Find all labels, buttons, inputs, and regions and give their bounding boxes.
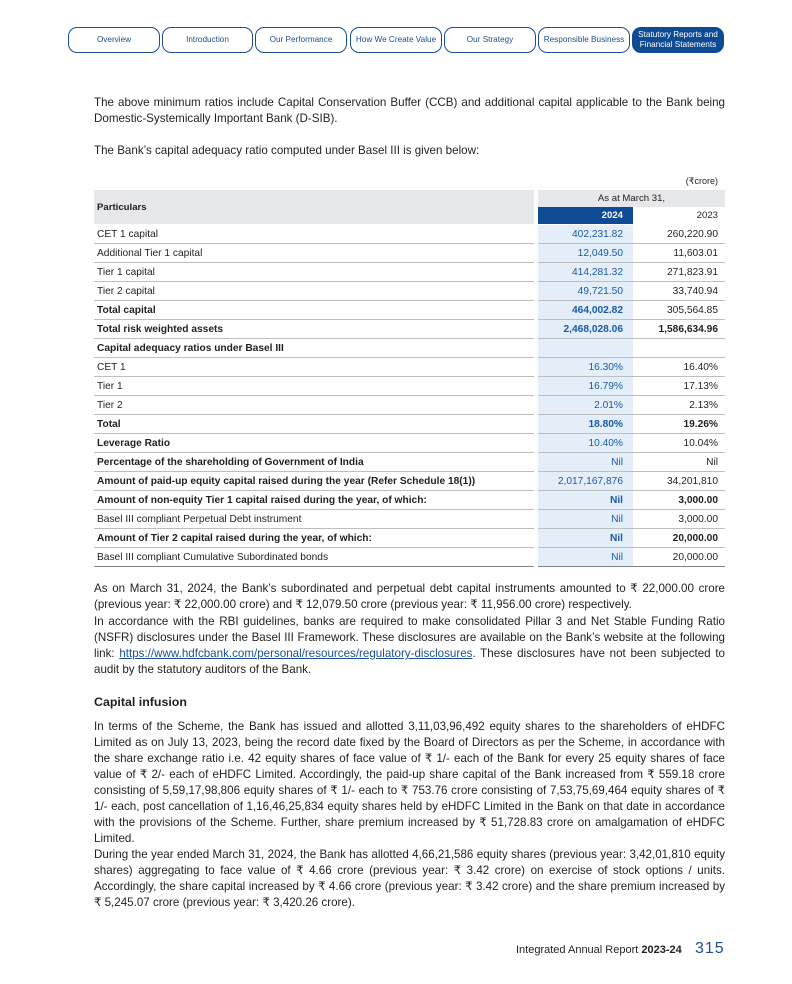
table-row (94, 339, 725, 358)
row-value-2023: 271,823.91 (633, 263, 725, 282)
row-value-2024: Nil (538, 548, 633, 567)
row-value-2024: 414,281.32 (538, 263, 633, 282)
row-label: Amount of paid-up equity capital raised during the year (Refer Schedule 18(1)) (94, 472, 534, 491)
table-unit-note: (₹crore) (685, 176, 718, 186)
header-as-at: As at March 31, (538, 190, 725, 207)
debt-instruments-paragraph: As on March 31, 2024, the Bank’s subordinated and perpetual debt capital instruments amounted to ₹ 22,000.00 crore (previous year: ₹ 22,000.00 crore) and ₹ 12,079.50 crore (previous year: ₹ 11,956.00 crore) respectively. (94, 582, 725, 611)
row-value-2024: 18.80% (538, 415, 633, 434)
tab-how-we-create-value[interactable]: How We Create Value (350, 27, 442, 53)
table-row (94, 358, 725, 377)
row-value-2023: 1,586,634.96 (633, 320, 725, 339)
row-label: Basel III compliant Cumulative Subordinated bonds (94, 548, 534, 567)
row-label: Tier 1 (94, 377, 534, 396)
row-value-2023: 11,603.01 (633, 244, 725, 263)
row-value-2023: 3,000.00 (633, 510, 725, 529)
disclosures-paragraph (94, 614, 725, 678)
row-label: CET 1 capital (94, 225, 534, 244)
capital-infusion-heading: Capital infusion (94, 695, 187, 709)
disclosures-text-after: . These disclosures have not been subjected to audit by the statutory auditors of the Bank. (94, 647, 725, 676)
footer-report-name: Integrated Annual Report (516, 944, 639, 956)
tab-statutory-reports-line1: Statutory Reports and (638, 30, 718, 39)
row-value-2023 (633, 339, 725, 358)
table-row (94, 396, 725, 415)
row-value-2023: 260,220.90 (633, 225, 725, 244)
row-value-2024: 464,002.82 (538, 301, 633, 320)
row-value-2023: 20,000.00 (633, 529, 725, 548)
tab-statutory-reports-line2: Financial Statements (639, 40, 717, 49)
row-label: Tier 1 capital (94, 263, 534, 282)
footer-report-year: 2023-24 (641, 944, 682, 956)
capital-infusion-paragraph-1: In terms of the Scheme, the Bank has issued and allotted 3,11,03,96,492 equity shares to the shareholders of eHDFC Limited as on July 13, 2023, being the record date fixed by the Board of Directors as per the Scheme, in accordance with the share exchange ratio i.e. 42 equity shares of face value of ₹ 1/- each of the Bank for every 25 equity shares of face value of ₹ 2/- each of eHDFC Limited. Accordingly, the paid-up share capital of the Bank increased from ₹ 559.18 crore consisting of 5,59,17,98,806 equity shares of ₹ 1/- each to ₹ 753.76 crore consisting of 7,53,75,69,464 equity shares of ₹ 1/- each, post cancellation of 1,16,46,25,834 equity shares held by eHDFC Limited in the Bank on that date in accordance with the provisions of the Scheme. Further, share premium increased by ₹ 51,728.83 crore on amalgamation of eHDFC Limited. (94, 720, 725, 845)
row-value-2024: 49,721.50 (538, 282, 633, 301)
row-value-2024: 2,017,167,876 (538, 472, 633, 491)
row-value-2024: Nil (538, 453, 633, 472)
table-row (94, 320, 725, 339)
table-row (94, 491, 725, 510)
row-value-2023: 17.13% (633, 377, 725, 396)
row-value-2024: 16.30% (538, 358, 633, 377)
table-row (94, 529, 725, 548)
table-row (94, 263, 725, 282)
row-value-2023: 305,564.85 (633, 301, 725, 320)
disclosures-text-before: In accordance with the RBI guidelines, banks are required to make consolidated Pillar 3 and Net Stable Funding Ratio (NSFR) disclosures under the Basel III Framework. These disclosures are available on the Bank’s website at the following link: (94, 615, 725, 660)
row-label: Tier 2 capital (94, 282, 534, 301)
row-value-2024: Nil (538, 491, 633, 510)
table-row (94, 434, 725, 453)
header-2024: 2024 (538, 207, 633, 224)
tab-our-strategy[interactable]: Our Strategy (444, 27, 536, 53)
row-value-2024: 2,468,028.06 (538, 320, 633, 339)
table-row (94, 225, 725, 244)
table-row (94, 453, 725, 472)
row-value-2023: 20,000.00 (633, 548, 725, 567)
row-value-2023: 34,201,810 (633, 472, 725, 491)
tab-statutory-reports[interactable] (632, 27, 724, 53)
intro-paragraph-1: The above minimum ratios include Capital Conservation Buffer (CCB) and additional capital applicable to the Bank being Domestic-Systemically Important Bank (D-SIB). (94, 96, 725, 125)
row-value-2024: 12,049.50 (538, 244, 633, 263)
table-row (94, 510, 725, 529)
row-value-2024: Nil (538, 529, 633, 548)
row-value-2023: Nil (633, 453, 725, 472)
page-number: 315 (695, 940, 725, 957)
row-label: Basel III compliant Perpetual Debt instrument (94, 510, 534, 529)
table-row (94, 244, 725, 263)
header-2023: 2023 (696, 210, 718, 221)
table-header (94, 190, 725, 225)
row-value-2024: 402,231.82 (538, 225, 633, 244)
footer-report-title (516, 944, 682, 956)
table-row (94, 301, 725, 320)
row-value-2023: 19.26% (633, 415, 725, 434)
header-particulars: Particulars (94, 190, 534, 224)
row-value-2024: 10.40% (538, 434, 633, 453)
row-label: Capital adequacy ratios under Basel III (94, 339, 534, 358)
row-value-2024: 2.01% (538, 396, 633, 415)
row-value-2023: 10.04% (633, 434, 725, 453)
row-label: CET 1 (94, 358, 534, 377)
row-value-2023: 16.40% (633, 358, 725, 377)
row-value-2024 (538, 339, 633, 358)
table-row (94, 548, 725, 567)
row-label: Total capital (94, 301, 534, 320)
row-label: Percentage of the shareholding of Government of India (94, 453, 534, 472)
row-label: Amount of non-equity Tier 1 capital raised during the year, of which: (94, 491, 534, 510)
regulatory-disclosures-link[interactable]: https://www.hdfcbank.com/personal/resources/regulatory-disclosures (119, 647, 473, 660)
intro-paragraph-2: The Bank’s capital adequacy ratio computed under Basel III is given below: (94, 144, 480, 157)
table-row (94, 282, 725, 301)
tab-our-performance[interactable]: Our Performance (255, 27, 347, 53)
capital-infusion-paragraph-2: During the year ended March 31, 2024, the Bank has allotted 4,66,21,586 equity shares (previous year: 3,42,01,810 equity shares) aggregating to face value of ₹ 4.66 crore (previous year: ₹ 3.42 crore) on exercise of stock options / units. Accordingly, the share capital increased by ₹ 4.66 crore (previous year: ₹ 3.42 crore) and the share premium increased by ₹ 5,245.07 crore (previous year: ₹ 3,420.26 crore). (94, 848, 725, 909)
table-row (94, 377, 725, 396)
row-label: Tier 2 (94, 396, 534, 415)
table-row (94, 472, 725, 491)
row-label: Leverage Ratio (94, 434, 534, 453)
tab-responsible-business[interactable]: Responsible Business (538, 27, 630, 53)
row-value-2023: 33,740.94 (633, 282, 725, 301)
capital-adequacy-table (94, 190, 725, 567)
row-label: Total (94, 415, 534, 434)
table-row (94, 415, 725, 434)
row-value-2023: 2.13% (633, 396, 725, 415)
row-label: Total risk weighted assets (94, 320, 534, 339)
tab-introduction[interactable]: Introduction (162, 27, 253, 53)
row-value-2023: 3,000.00 (633, 491, 725, 510)
row-value-2024: Nil (538, 510, 633, 529)
section-nav (68, 27, 726, 54)
row-label: Additional Tier 1 capital (94, 244, 534, 263)
row-value-2024: 16.79% (538, 377, 633, 396)
row-label: Amount of Tier 2 capital raised during the year, of which: (94, 529, 534, 548)
tab-overview[interactable]: Overview (68, 27, 160, 53)
